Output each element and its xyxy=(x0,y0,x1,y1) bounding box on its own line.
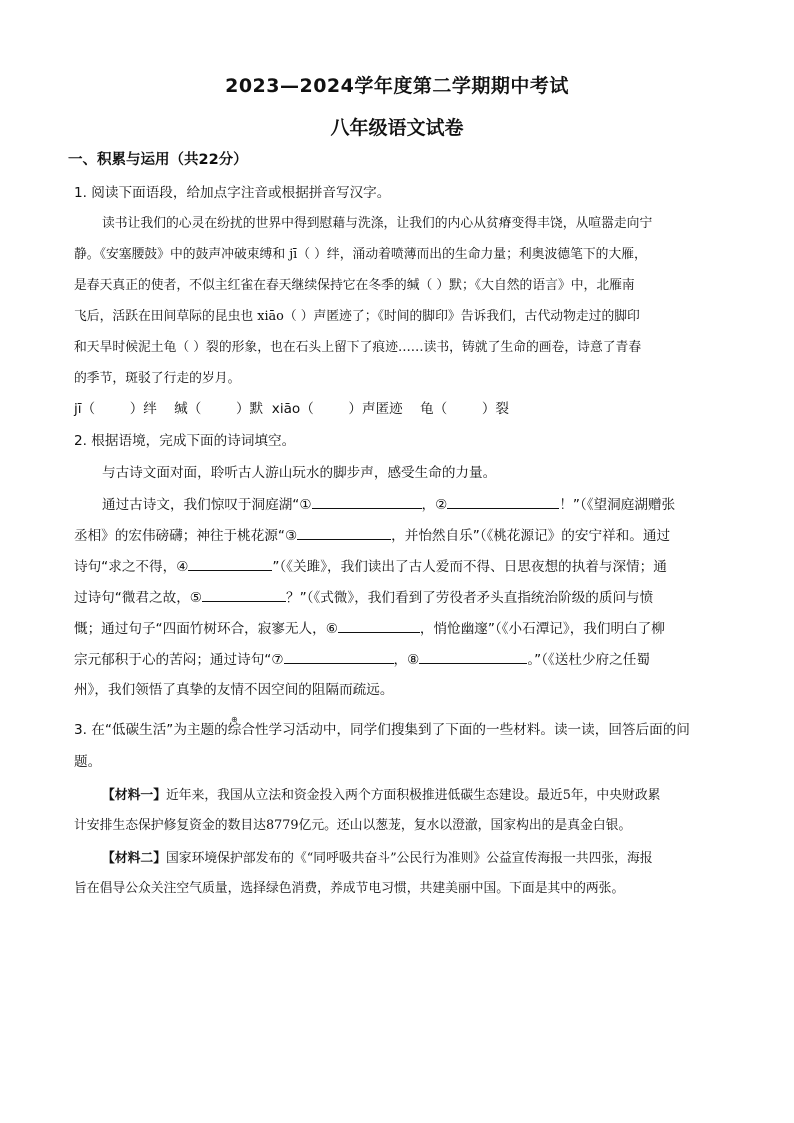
answer-blank[interactable] xyxy=(297,525,391,540)
q1-passage-line: 的季节，斑驳了行走的岁月。 xyxy=(74,371,241,386)
material-2-line-1: 【材料二】国家环境保护部发布的《“同呼吸共奋斗”公民行为准则》公益宣传海报一共四张，海报 xyxy=(102,851,653,866)
q2-line-1: 通过古诗文，我们惊叹于洞庭湖“① ，② ！”（《望洞庭湖赠张 xyxy=(102,494,675,515)
q2-line-4: 过诗句“微君之故，⑤ ？”（《式微》，我们看到了劳役者矛头直指统治阶级的质问与愤 xyxy=(74,587,653,608)
section-heading: 一、积累与运用（共22分） xyxy=(68,152,248,168)
answer-blank[interactable] xyxy=(188,556,272,571)
exam-subtitle: 八年级语文试卷 xyxy=(330,117,464,139)
material-1-line-1: 【材料一】近年来，我国从立法和资金投入两个方面积极推进低碳生态建设。最近5年，中央财政累 xyxy=(102,788,661,803)
q3-prompt-line-1: 3. 在“低碳生活”为主题的综合性学习活动中，同学们搜集到了下面的一些材料。读一读，回答后面的问 xyxy=(74,722,690,738)
material-2-label: 【材料二】 xyxy=(102,851,166,866)
q1-passage-line: 飞后，活跃在田间草际的昆虫也 xiāo（ ）声匿迹了；《时间的脚印》告诉我们，古代动物走过的脚印 xyxy=(74,309,640,324)
answer-blank[interactable] xyxy=(284,649,394,664)
q1-answer-line: jī（ ）绊 缄（ ）默 xiāo（ ）声匿迹 龟（ ）裂 xyxy=(74,401,510,417)
q2-line-7: 州》，我们领悟了真挚的友情不因空间的阻隔而疏远。 xyxy=(74,682,394,698)
material-1-label: 【材料一】 xyxy=(102,788,166,803)
scan-mark: ⊕ xyxy=(231,715,238,724)
q2-line-2: 丞相》的宏伟磅礴；神往于桃花源“③ ，并怡然自乐”（《桃花源记》的安宁祥和。通过 xyxy=(74,525,670,546)
answer-blank[interactable] xyxy=(202,587,286,602)
q1-prompt: 1. 阅读下面语段，给加点字注音或根据拼音写汉字。 xyxy=(74,185,391,201)
answer-blank[interactable] xyxy=(447,494,559,509)
q2-line-5: 慨；通过句子“四面竹树环合，寂寥无人，⑥ ，悄怆幽邃”（《小石潭记》，我们明白了柳 xyxy=(74,618,665,639)
q2-line-3: 诗句“求之不得，④ ”（《关雎》，我们读出了古人爱而不得、日思夜想的执着与深情；通 xyxy=(74,556,667,577)
answer-blank[interactable] xyxy=(338,618,420,633)
q1-passage-line: 读书让我们的心灵在纷扰的世界中得到慰藉与洗涤，让我们的内心从贫瘠变得丰饶，从喧嚣走向宁 xyxy=(102,216,653,231)
q3-prompt-line-2: 题。 xyxy=(74,754,102,770)
material-2-line-2: 旨在倡导公众关注空气质量，选择绿色消费，养成节电习惯，共建美丽中国。下面是其中的两张。 xyxy=(74,881,625,896)
q1-passage-line: 是春天真正的使者，不似主红雀在春天继续保持它在冬季的缄（ ）默；《大自然的语言》中，北雁南 xyxy=(74,278,635,293)
q2-line-6: 宗元郁积于心的苦闷；通过诗句“⑦ ，⑧ 。”（《送杜少府之任蜀 xyxy=(74,649,650,670)
material-1-line-2: 计安排生态保护修复资金的数目达8779亿元。还山以葱茏，复水以澄澈，国家构出的是真金白银。 xyxy=(74,818,632,833)
answer-blank[interactable] xyxy=(312,494,422,509)
q1-passage-line: 静。《安塞腰鼓》中的鼓声冲破束缚和 jī（ ）绊，涌动着喷薄而出的生命力量；利奥波德笔下的大雁， xyxy=(74,247,647,262)
q1-passage-line: 和天旱时候泥土龟（ ）裂的形象，也在石头上留下了痕迹……读书，铸就了生命的画卷，诗意了青春 xyxy=(74,340,642,355)
exam-title: 2023—2024学年度第二学期期中考试 xyxy=(225,75,569,97)
answer-blank[interactable] xyxy=(419,649,527,664)
q2-prompt: 2. 根据语境，完成下面的诗词填空。 xyxy=(74,433,296,449)
q2-intro: 与古诗文面对面，聆听古人游山玩水的脚步声，感受生命的力量。 xyxy=(102,465,497,481)
